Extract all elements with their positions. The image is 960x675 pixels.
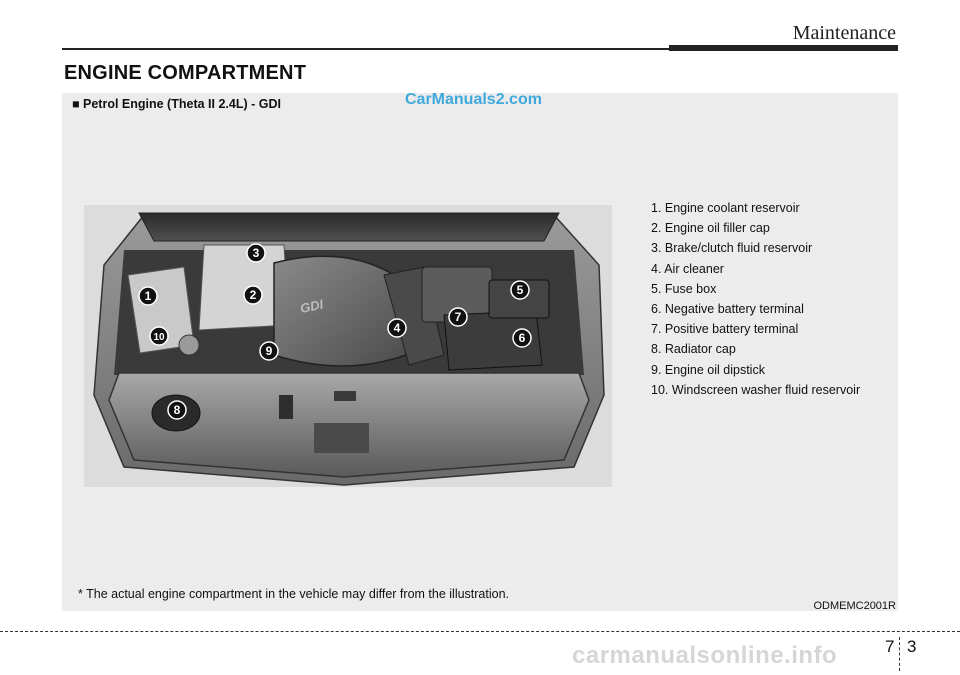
- svg-text:4: 4: [393, 321, 401, 335]
- callout-2: [244, 286, 262, 304]
- legend-item: 9. Engine oil dipstick: [651, 362, 765, 377]
- svg-text:2: 2: [249, 288, 257, 302]
- legend-item: 10. Windscreen washer fluid reservoir: [651, 382, 861, 397]
- legend-item: 7. Positive battery terminal: [651, 322, 799, 337]
- legend-item: 6. Negative battery terminal: [651, 302, 804, 317]
- legend-item: 4. Air cleaner: [651, 261, 724, 276]
- svg-text:1: 1: [144, 289, 152, 303]
- svg-text:6: 6: [518, 331, 526, 345]
- callout-5: [511, 281, 529, 299]
- callout-10: [150, 327, 168, 345]
- figure-footnote: * The actual engine compartment in the vehicle may differ from the illustration.: [78, 587, 510, 601]
- engine-cover-label: GDI: [298, 296, 325, 317]
- legend-item: 1. Engine coolant reservoir: [651, 201, 800, 215]
- header-rule-thick: [669, 45, 898, 51]
- section-title: ENGINE COMPARTMENT: [64, 62, 307, 84]
- svg-text:9: 9: [265, 344, 273, 358]
- page-number: 3: [907, 637, 917, 656]
- callout-3: [247, 244, 265, 262]
- callout-7: [449, 308, 467, 326]
- svg-text:8: 8: [173, 403, 181, 417]
- engine-compartment-illustration: [84, 205, 612, 487]
- footer-rule: [0, 631, 960, 632]
- watermark-link[interactable]: CarManuals2.com: [405, 91, 542, 108]
- figure-subtitle: ■ Petrol Engine (Theta II 2.4L) - GDI: [72, 97, 281, 111]
- svg-text:3: 3: [252, 246, 260, 260]
- svg-text:7: 7: [454, 310, 462, 324]
- legend-item: 5. Fuse box: [651, 281, 717, 296]
- callout-9: [260, 342, 278, 360]
- svg-text:5: 5: [516, 283, 524, 297]
- chapter-number: 7: [885, 637, 895, 656]
- callout-4: [388, 319, 406, 337]
- callout-6: [513, 329, 531, 347]
- legend-item: 3. Brake/clutch fluid reservoir: [651, 241, 813, 256]
- header-rule-thin: [62, 48, 669, 50]
- footer-watermark: carmanualsonline.info: [572, 642, 838, 669]
- legend-item: 2. Engine oil filler cap: [651, 221, 770, 236]
- component-legend: [651, 198, 860, 400]
- header-title: Maintenance: [792, 22, 896, 44]
- figure-code: ODMEMC2001R: [813, 600, 896, 612]
- svg-text:10: 10: [153, 332, 165, 343]
- callout-8: [168, 401, 186, 419]
- legend-item: 8. Radiator cap: [651, 342, 736, 357]
- callout-1: [139, 287, 157, 305]
- page-divider: [899, 637, 900, 671]
